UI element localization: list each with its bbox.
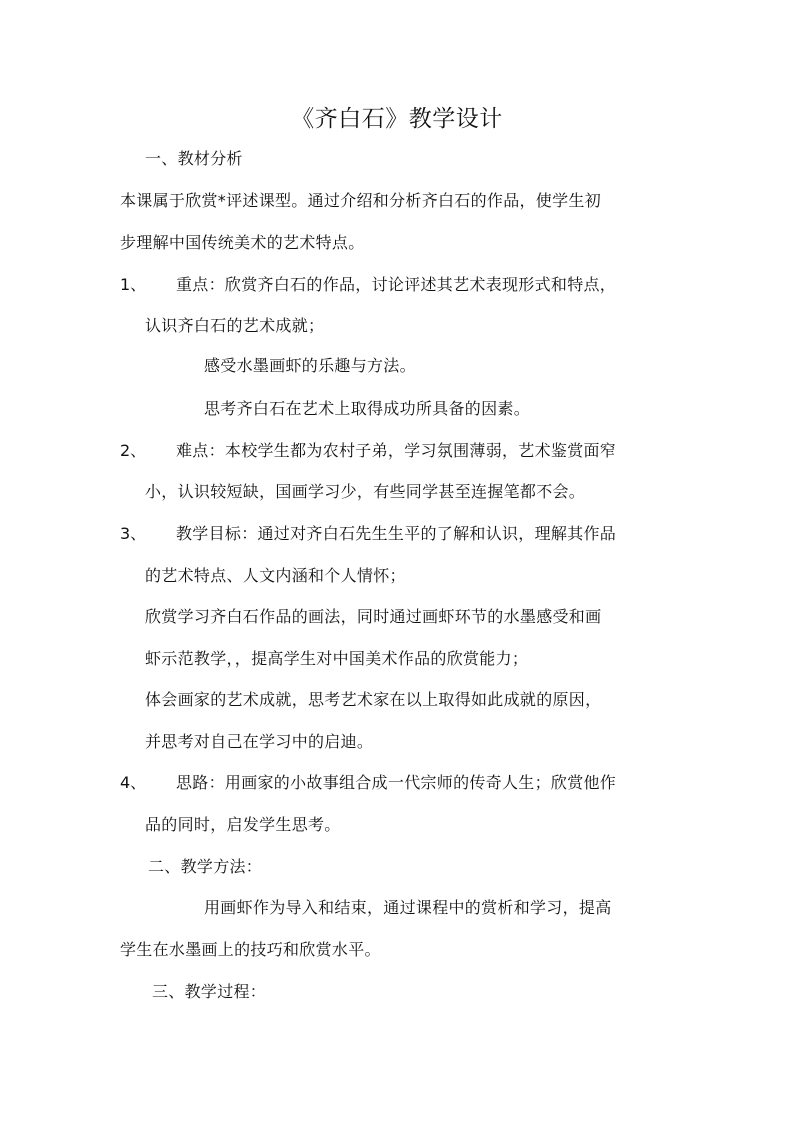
intro-paragraph-line: 本课属于欣赏*评述课型。通过介绍和分析齐白石的作品，使学生初 xyxy=(120,191,602,210)
section-heading-analysis: 一、教材分析 xyxy=(145,149,243,168)
key-point-line: 重点：欣赏齐白石的作品，讨论评述其艺术表现形式和特点， xyxy=(176,275,617,294)
objective-line: 教学目标：通过对齐白石先生生平的了解和认识，理解其作品 xyxy=(176,524,617,543)
objective-line: 并思考对自己在学习中的启迪。 xyxy=(145,732,374,751)
document-title: 《齐白石》教学设计 xyxy=(291,106,503,132)
difficulty-line: 难点：本校学生都为农村子弟，学习氛围薄弱，艺术鉴赏面窄 xyxy=(176,441,617,460)
objective-line: 欣赏学习齐白石作品的画法，同时通过画虾环节的水墨感受和画 xyxy=(145,607,602,626)
method-paragraph-line: 学生在水墨画上的技巧和欣赏水平。 xyxy=(120,940,381,959)
intro-paragraph-line: 步理解中国传统美术的艺术特点。 xyxy=(120,233,365,252)
objective-line: 虾示范教学，，提高学生对中国美术作品的欣赏能力； xyxy=(145,649,529,668)
objective-line: 体会画家的艺术成就，思考艺术家在以上取得如此成就的原因， xyxy=(145,690,602,709)
list-number-2: 2、 xyxy=(120,441,147,460)
difficulty-line: 小，认识较短缺，国画学习少，有些同学甚至连握笔都不会。 xyxy=(145,482,586,501)
key-point-line: 认识齐白石的艺术成就； xyxy=(145,316,325,335)
key-point-line: 感受水墨画虾的乐趣与方法。 xyxy=(204,356,416,375)
method-paragraph-line: 用画虾作为导入和结束，通过课程中的赏析和学习，提高 xyxy=(204,898,612,917)
section-heading-method: 二、教学方法： xyxy=(148,857,263,876)
list-number-1: 1、 xyxy=(120,275,147,294)
list-number-3: 3、 xyxy=(120,524,147,543)
key-point-line: 思考齐白石在艺术上取得成功所具备的因素。 xyxy=(204,399,531,418)
list-number-4: 4、 xyxy=(120,773,147,792)
section-heading-process: 三、教学过程： xyxy=(152,982,267,1001)
approach-line: 品的同时，启发学生思考。 xyxy=(145,815,341,834)
objective-line: 的艺术特点、人文内涵和个人情怀； xyxy=(145,566,406,585)
approach-line: 思路：用画家的小故事组合成一代宗师的传奇人生；欣赏他作 xyxy=(176,773,617,792)
